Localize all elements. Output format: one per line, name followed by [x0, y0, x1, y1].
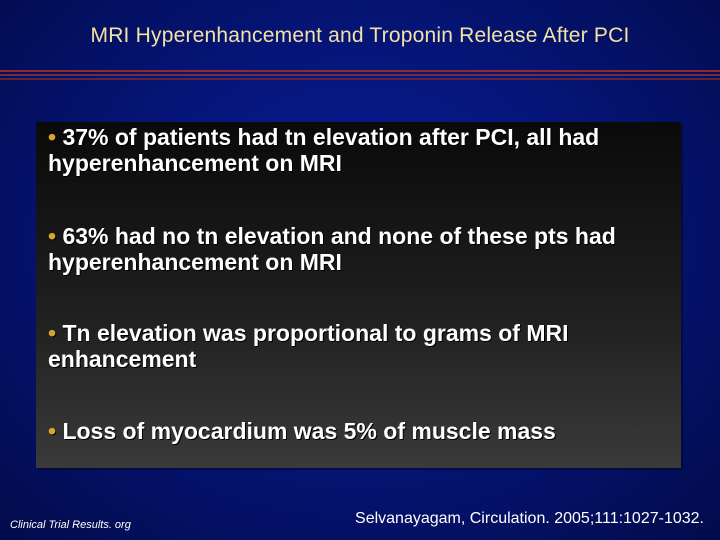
bullet-marker: • [48, 320, 57, 346]
bullet-marker: • [48, 223, 57, 249]
slide-title: MRI Hyperenhancement and Troponin Release After PCI [90, 24, 630, 47]
content-box [36, 122, 681, 468]
citation-label: Selvanayagam, Circulation. 2005;111:1027-1032. [355, 510, 704, 527]
source-site-label: Clinical Trial Results. org [10, 519, 131, 531]
bullet-item [48, 223, 673, 275]
bullet-marker: • [48, 418, 57, 444]
bullet-text: Loss of myocardium was 5% of muscle mass [62, 418, 556, 444]
title-divider [0, 70, 720, 80]
bullet-text: 63% had no tn elevation and none of these pts had hyperenhancement on MRI [48, 223, 616, 275]
bullet-item [48, 124, 673, 176]
bullet-text: Tn elevation was proportional to grams of MRI enhancement [48, 320, 569, 372]
bullet-item [48, 418, 673, 444]
bullet-item [48, 320, 673, 372]
bullet-marker: • [48, 124, 57, 150]
bullet-text: 37% of patients had tn elevation after PCI, all had hyperenhancement on MRI [48, 124, 600, 176]
